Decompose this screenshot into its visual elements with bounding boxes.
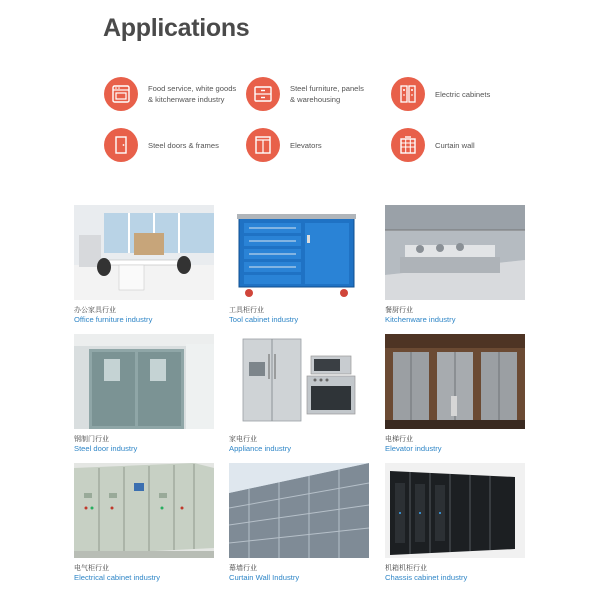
application-label: Food service, white goods & kitchenware industry [148,84,237,104]
caption-chinese: 电梯行业 [385,436,413,443]
caption-english: Office furniture industry [74,315,153,324]
caption-english: Elevator industry [385,444,442,453]
caption-chinese: 餐厨行业 [385,307,413,314]
caption-english: Appliance industry [229,444,292,453]
caption-chinese: 电气柜行业 [74,565,109,572]
elevator-icon [246,128,280,162]
application-electric-cabinets [391,77,490,111]
caption-chinese: 工具柜行业 [229,307,264,314]
industry-card-chassis-cabinet [385,463,525,583]
caption-english: Chassis cabinet industry [385,573,468,582]
steel-door-photo [74,334,214,429]
caption-chinese: 办公家具行业 [74,307,116,314]
caption-english: Electrical cabinet industry [74,573,161,582]
industry-card-electrical-cabinet [74,463,214,583]
page-title: Applications [103,14,250,42]
industry-card-curtain-wall [229,463,369,583]
caption-chinese: 钢制门行业 [74,436,109,443]
industry-card-office-furniture [74,205,214,325]
application-label: Elevators [290,140,322,150]
caption-english: Tool cabinet industry [229,315,299,324]
appliance-photo [229,334,369,429]
industry-card-tool-cabinet [229,205,369,325]
application-steel-furniture [246,77,364,111]
industry-card-appliance [229,334,369,454]
industry-card-steel-door [74,334,214,454]
application-label: Steel furniture, panels & warehousing [290,84,364,104]
caption-chinese: 幕墙行业 [229,565,257,572]
application-label: Electric cabinets [435,89,491,99]
caption-chinese: 家电行业 [229,436,257,443]
drawer-cabinet-icon [246,77,280,111]
building-icon [391,128,425,162]
caption-english: Curtain Wall Industry [229,573,300,582]
application-food-service [104,77,236,111]
caption-english: Steel door industry [74,444,138,453]
elevator-photo [385,334,525,429]
industry-card-elevator [385,334,525,454]
chassis-cabinet-photo [385,463,525,558]
application-curtain-wall [391,128,475,162]
electric-cabinet-icon [391,77,425,111]
caption-english: Kitchenware industry [385,315,456,324]
caption-chinese: 机箱机柜行业 [385,565,427,572]
door-icon [104,128,138,162]
tool-cabinet-photo [229,205,369,300]
kitchenware-photo [385,205,525,300]
office-furniture-photo [74,205,214,300]
oven-icon [104,77,138,111]
industry-card-kitchenware [385,205,525,325]
curtain-wall-photo [229,463,369,558]
electrical-cabinet-photo [74,463,214,558]
application-label: Steel doors & frames [148,140,219,150]
application-label: Curtain wall [435,140,475,150]
application-steel-doors [104,128,219,162]
application-elevators [246,128,322,162]
